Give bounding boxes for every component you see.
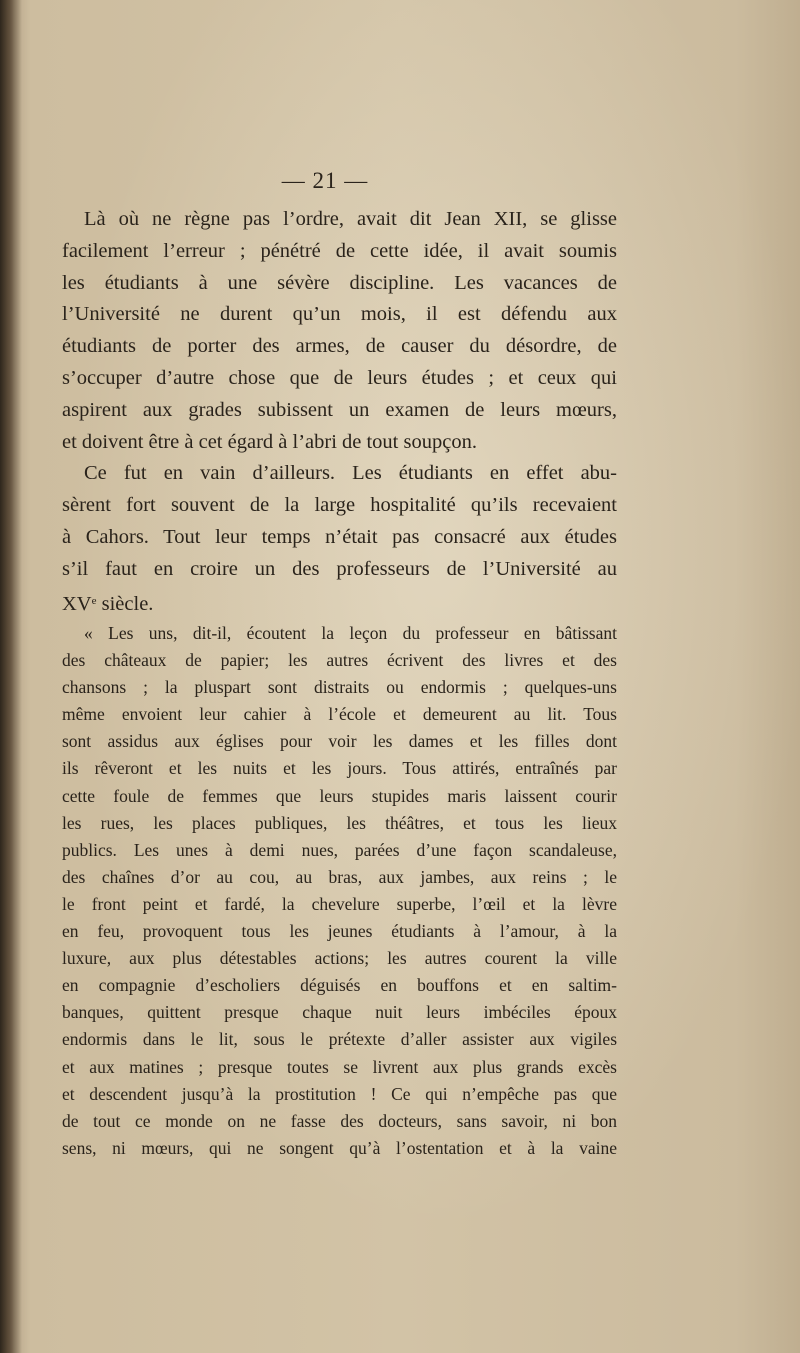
quote-line: en compagnie d’escholiers déguisés en bouffons et en saltim- (62, 975, 617, 996)
century-numeral: XV (62, 592, 92, 615)
text-line: Là où ne règne pas l’ordre, avait dit Jean XII, se glisse (84, 208, 617, 230)
quote-line: des chaînes d’or au cou, au bras, aux jambes, aux reins ; le (62, 866, 617, 887)
text-line: étudiants de porter des armes, de causer du désordre, de (62, 335, 617, 358)
page-binding-edge (0, 0, 22, 1353)
quote-line: publics. Les unes à demi nues, parées d’une façon scandaleuse, (62, 839, 617, 860)
quote-line: luxure, aux plus détestables actions; les autres courent la ville (62, 948, 617, 969)
text-line: l’Université ne durent qu’un mois, il est défendu aux (62, 303, 617, 326)
text-line: s’il faut en croire un des professeurs de l’Université au (62, 557, 617, 580)
quote-line: et descendent jusqu’à la prostitution ! Ce qui n’empêche pas que (62, 1083, 617, 1104)
text-line: Ce fut en vain d’ailleurs. Les étudiants en effet abu- (84, 462, 617, 485)
paragraph-1 (62, 204, 617, 458)
quote-line: chansons ; la pluspart sont distraits ou endormis ; quelques-uns (62, 677, 617, 698)
text-line: sèrent fort souvent de la large hospitalité qu’ils recevaient (62, 494, 617, 517)
quoted-passage (62, 620, 617, 1162)
quote-line: endormis dans le lit, sous le prétexte d’aller assister aux vigiles (62, 1029, 617, 1050)
quote-line: ils rêveront et les nuits et les jours. Tous attirés, entraînés par (62, 758, 617, 779)
quote-line: même envoient leur cahier à l’école et demeurent au lit. Tous (62, 704, 617, 725)
main-text (62, 204, 617, 620)
century-superscript: e (91, 594, 97, 607)
text-line: s’occuper d’autre chose que de leurs études ; et ceux qui (62, 366, 617, 389)
century-suffix: siècle. (96, 592, 154, 615)
quote-line: sens, ni mœurs, qui ne songent qu’à l’ostentation et à la vaine (62, 1137, 617, 1158)
quote-line: « Les uns, dit-il, écoutent la leçon du professeur en bâtissant (84, 623, 617, 643)
quote-line: et aux matines ; presque toutes se livrent aux plus grands excès (62, 1056, 617, 1077)
quote-line: les rues, les places publiques, les théâtres, et tous les lieux (62, 812, 617, 833)
quote-line: le front peint et fardé, la chevelure superbe, l’œil et la lèvre (62, 893, 617, 914)
quote-line: de tout ce monde on ne fasse des docteurs, sans savoir, ni bon (62, 1110, 617, 1131)
page-number: — 21 — (281, 168, 369, 193)
text-line: et doivent être à cet égard à l’abri de tout soupçon. (62, 430, 477, 453)
text-line: aspirent aux grades subissent un examen de leurs mœurs, (62, 398, 617, 421)
quote-line: banques, quittent presque chaque nuit leurs imbéciles époux (62, 1002, 617, 1023)
text-line: facilement l’erreur ; pénétré de cette idée, il avait soumis (62, 239, 617, 262)
quote-line: des châteaux de papier; les autres écrivent des livres et des (62, 650, 617, 671)
quote-line: sont assidus aux églises pour voir les dames et les filles dont (62, 731, 617, 752)
text-line: à Cahors. Tout leur temps n’était pas consacré aux études (62, 525, 617, 548)
text-line: les étudiants à une sévère discipline. Les vacances de (62, 271, 617, 294)
paragraph-2 (62, 458, 617, 620)
text-line (62, 586, 617, 621)
quote-line: cette foule de femmes que leurs stupides maris laissent courir (62, 785, 617, 806)
quote-line: en feu, provoquent tous les jeunes étudiants à l’amour, à la (62, 921, 617, 942)
